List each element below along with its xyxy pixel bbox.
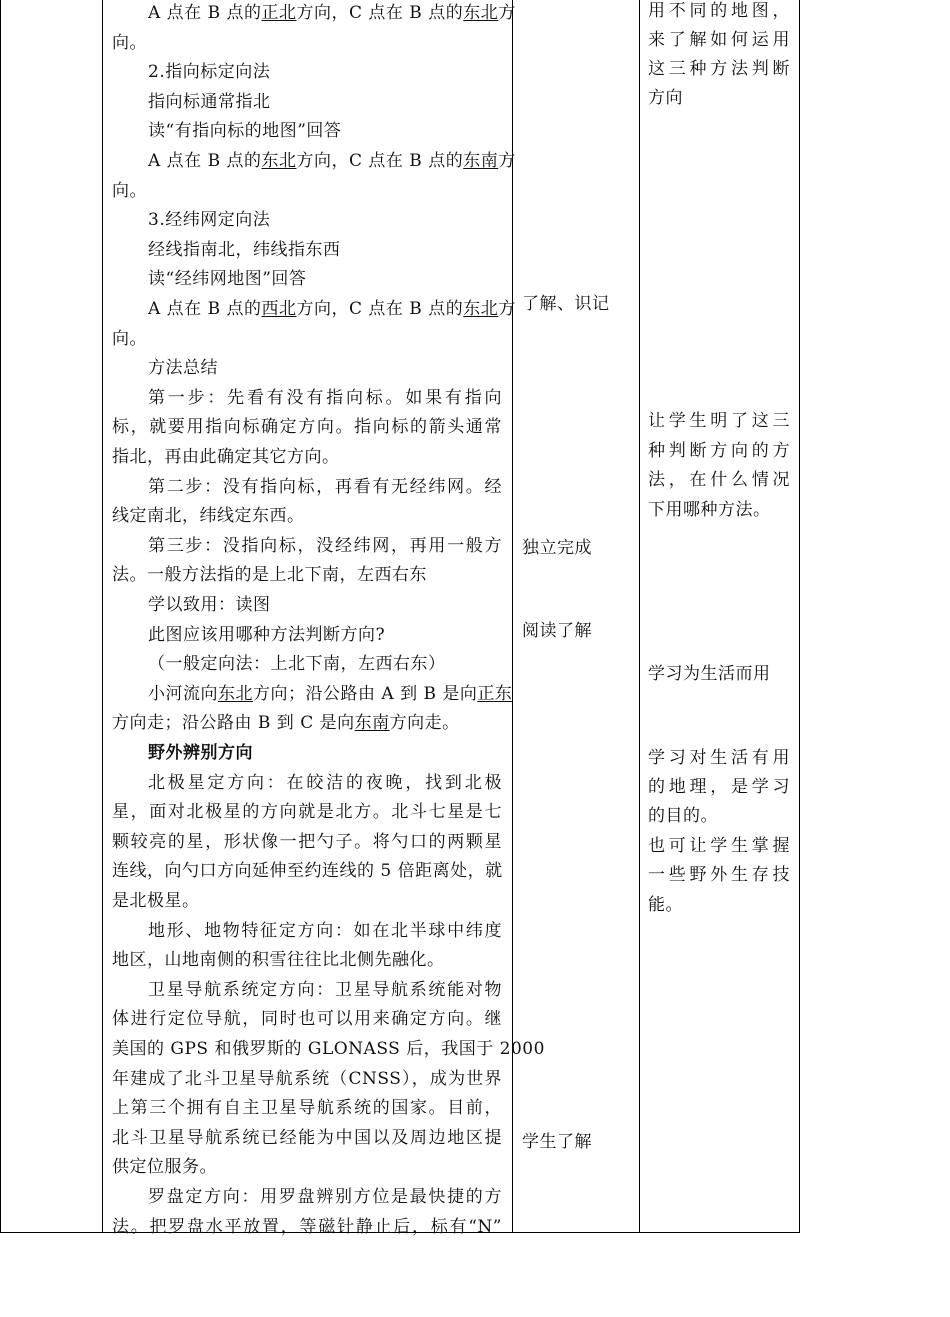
line-text: 学以致用：读图 (148, 595, 271, 615)
content-line (112, 1038, 545, 1060)
intent-line: 让学生明了这三 (648, 411, 790, 431)
line-text: 美国的 GPS 和俄罗斯的 GLONASS 后，我国于 2000 (112, 1039, 545, 1059)
intent-line: 下用哪种方法。 (648, 500, 771, 520)
line-text: 读“有指向标的地图”回答 (148, 121, 342, 142)
line-text: 体进行定位导航，同时也可以用来确定方向。继 (112, 1009, 502, 1030)
line-text: 向。 (112, 328, 147, 349)
content-line (148, 387, 502, 409)
content-line (112, 949, 445, 971)
line-text: 此图应该用哪种方法判断方向? (148, 624, 386, 645)
line-text: 向。 (112, 32, 147, 53)
intent-line: 学习对生活有用 (648, 748, 790, 768)
content-line (148, 1186, 502, 1208)
line-text: 方 (498, 299, 516, 319)
content-line (112, 1156, 217, 1178)
content-line (148, 298, 516, 320)
line-text: 方 (498, 151, 516, 171)
table-right-border (799, 0, 800, 1233)
underlined-answer: 东南 (463, 151, 499, 171)
intent-line: 用不同的地图， (648, 1, 790, 21)
line-text: 读“经纬网地图”回答 (148, 269, 307, 290)
line-text: 颗较亮的星，形状像一把勺子。将勺口的两颗星 (112, 831, 502, 852)
line-text: 连线，向勺口方向延伸至约连线的 5 倍距离处，就 (112, 861, 503, 882)
content-line (148, 120, 341, 142)
intent-line: 的目的。 (648, 806, 718, 826)
underlined-answer: 东北 (261, 151, 297, 171)
intent-line: 法，在什么情况 (648, 470, 790, 490)
line-text: 方向走。 (389, 713, 460, 734)
content-line (148, 683, 513, 705)
line-text: 法。一般方法指的是上北下南，左西右东 (112, 565, 427, 586)
line-text: A 点在 B 点的 (148, 3, 262, 23)
line-text: 线定南北，纬线定东西。 (112, 506, 305, 527)
line-text: 第二步：没有指向标，再看有无经纬网。经 (148, 476, 502, 497)
line-text: 方 (498, 3, 516, 23)
content-line (148, 624, 385, 646)
content-line (148, 357, 218, 379)
line-text: 卫星导航系统定方向：卫星导航系统能对物 (148, 979, 502, 1000)
underlined-answer: 东北 (463, 3, 499, 23)
intent-line: 的地理，是学习 (648, 777, 790, 797)
line-text: 罗盘定方向：用罗盘辨别方位是最快捷的方 (148, 1187, 502, 1207)
content-line (148, 209, 270, 231)
line-text: 小河流向 (148, 683, 218, 704)
content-line (148, 268, 306, 290)
activity-item: 学生了解 (522, 1132, 592, 1152)
table-left-border (0, 0, 1, 1233)
table-col-divider-3 (639, 0, 640, 1233)
line-text: 野外辨别方向 (148, 743, 253, 763)
line-text: 第一步：先看有没有指向标。如果有指向 (148, 387, 502, 408)
content-line (112, 1068, 502, 1090)
content-line (112, 32, 147, 54)
design-intent-column (648, 0, 790, 1232)
content-line (112, 890, 200, 912)
underlined-answer: 正北 (261, 3, 297, 23)
line-text: 是北极星。 (112, 891, 200, 911)
line-text: 方法总结 (148, 358, 218, 379)
content-line (112, 564, 427, 586)
content-line (112, 446, 340, 468)
content-line (112, 1216, 502, 1238)
underlined-answer: 东北 (463, 299, 499, 319)
content-line (112, 328, 147, 350)
underlined-answer: 正东 (477, 683, 513, 704)
line-text: 地形、地物特征定方向：如在北半球中纬度 (148, 920, 502, 941)
line-text: 指北，再由此确定其它方向。 (112, 447, 340, 467)
intent-line: 这三种方法判断 (648, 59, 790, 79)
line-text: 指向标通常指北 (148, 91, 271, 112)
content-line (112, 416, 502, 438)
line-text: 方向，C 点在 B 点的 (296, 299, 464, 319)
section-heading (148, 742, 253, 764)
content-line (112, 180, 147, 202)
table-col-divider-1 (102, 0, 103, 1233)
line-text: 北极星定方向：在皎洁的夜晚，找到北极 (148, 772, 502, 793)
content-line (148, 920, 502, 942)
intent-line: 方向 (648, 88, 683, 108)
line-text: 方向，C 点在 B 点的 (296, 3, 464, 23)
line-text: 第三步：没指向标，没经纬网，再用一般方 (148, 535, 502, 556)
line-text: A 点在 B 点的 (148, 151, 262, 171)
line-text: 上第三个拥有自主卫星导航系统的国家。目前， (112, 1098, 502, 1119)
activity-item: 了解、识记 (522, 294, 610, 314)
activity-item: 独立完成 (522, 538, 592, 558)
content-line (112, 831, 502, 853)
line-text: 供定位服务。 (112, 1157, 217, 1178)
content-line (148, 979, 502, 1001)
content-line (148, 239, 341, 261)
content-line (112, 505, 305, 527)
intent-line: 一些野外生存技 (648, 865, 790, 885)
teaching-content-column (112, 0, 545, 1237)
line-text: （一般定向法：上北下南，左西右东） (148, 654, 446, 675)
line-text: 方向走；沿公路由 B 到 C 是向 (112, 713, 355, 734)
line-text: 法。把罗盘水平放置，等磁针静止后，标有“N” (112, 1216, 502, 1237)
content-line (148, 535, 502, 557)
line-text: 年建成了北斗卫星导航系统（CNSS），成为世界 (112, 1068, 502, 1089)
line-text: 经线指南北，纬线指东西 (148, 239, 341, 260)
content-line (148, 91, 271, 113)
underlined-answer: 东北 (218, 683, 253, 704)
line-text: 3.经纬网定向法 (148, 210, 271, 231)
line-text: 星，面对北极星的方向就是北方。北斗七星是七 (112, 802, 502, 823)
content-line (148, 772, 502, 794)
line-text: 方向，C 点在 B 点的 (296, 151, 464, 171)
underlined-answer: 西北 (261, 299, 297, 319)
content-line (148, 150, 516, 172)
intent-line: 种判断方向的方 (648, 441, 790, 461)
content-line (112, 712, 460, 734)
line-text: 标，就要用指向标确定方向。指向标的箭头通常 (112, 417, 502, 438)
content-line (148, 476, 502, 498)
content-line (112, 1008, 502, 1030)
line-text: 2.指向标定向法 (148, 62, 271, 83)
student-activity-column (522, 0, 632, 1232)
content-line (112, 801, 502, 823)
content-line (112, 860, 502, 882)
content-line (148, 594, 271, 616)
line-text: 北斗卫星导航系统已经能为中国以及周边地区提 (112, 1127, 502, 1148)
content-line (148, 61, 270, 83)
intent-line: 来了解如何运用 (648, 30, 790, 50)
line-text: 方向；沿公路由 A 到 B 是向 (253, 683, 478, 704)
content-line (112, 1097, 502, 1119)
line-text: A 点在 B 点的 (148, 299, 262, 319)
content-line (148, 653, 446, 675)
intent-line: 学习为生活而用 (648, 664, 771, 684)
content-line (148, 2, 516, 24)
activity-item: 阅读了解 (522, 621, 592, 641)
intent-line: 能。 (648, 895, 683, 915)
content-line (112, 1127, 502, 1149)
line-text: 向。 (112, 180, 147, 201)
underlined-answer: 东南 (354, 713, 390, 734)
intent-line: 也可让学生掌握 (648, 836, 790, 856)
line-text: 地区，山地南侧的积雪往往比北侧先融化。 (112, 950, 445, 971)
